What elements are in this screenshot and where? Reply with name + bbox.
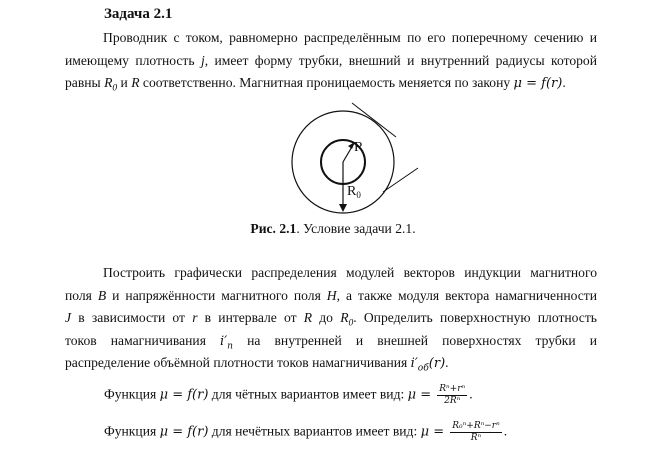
- statement-text: , имеет форму трубки, внешний и внутренний радиусы которой: [204, 52, 597, 68]
- outer-radius-label-letter: R: [347, 184, 357, 199]
- statement-text: .: [562, 75, 566, 90]
- fraction-denominator: Rⁿ: [470, 433, 482, 443]
- outer-tangent-line-lower: [383, 168, 418, 192]
- task-line-3: [65, 307, 597, 330]
- surface-current-subscript: п: [227, 341, 234, 352]
- statement-line-3: [65, 72, 597, 95]
- task-text: , а также модуля вектора намагниченности: [336, 287, 598, 303]
- task-text: .: [445, 355, 449, 370]
- statement-line-1: [65, 27, 597, 50]
- volume-current-subscript: об: [417, 363, 429, 374]
- statement-text: соответственно. Магнитная проницаемость меняется по закону: [139, 75, 514, 90]
- caption-text: . Условие задачи 2.1.: [296, 221, 416, 236]
- formula-text: для чётных вариантов имеет вид:: [208, 386, 408, 402]
- formula-fraction: [450, 421, 502, 444]
- problem-statement-paragraph: [65, 27, 597, 95]
- current-density-symbol: j: [200, 52, 205, 68]
- outer-radius-symbol: [104, 75, 118, 94]
- formula-even-variants: [104, 384, 473, 407]
- task-line-1-text: Построить графически распределения модулей векторов индукции магнитного: [103, 265, 597, 280]
- statement-text: равны: [65, 75, 105, 90]
- permeability-law: μ = f(r): [159, 424, 209, 440]
- task-text: распределение объёмной плотности токов намагничивания: [65, 355, 411, 370]
- surface-current-symbol: [220, 333, 234, 352]
- task-line-2: [65, 285, 597, 308]
- volume-current-letter: i′: [410, 356, 418, 371]
- inner-radius-symbol: R: [131, 75, 140, 90]
- outer-radius-label: [347, 184, 361, 200]
- statement-line-2: [65, 50, 597, 73]
- outer-radius-arrowhead: [339, 204, 347, 212]
- formula-text: для нечётных вариантов имеет вид:: [208, 423, 421, 439]
- formula-text: Функция: [104, 386, 160, 402]
- volume-current-argument: (r): [428, 356, 446, 371]
- task-paragraph: [65, 262, 597, 375]
- formula-odd-variants: [104, 421, 507, 444]
- formula-text: .: [469, 386, 473, 402]
- statement-text: имеющему плотность: [65, 52, 201, 68]
- task-text: поля: [65, 287, 98, 303]
- outer-radius-subscript: 0: [348, 318, 354, 329]
- permeability-law: μ = f(r): [159, 387, 209, 403]
- inner-radius-label: R: [354, 140, 364, 155]
- task-text: и напряжённости магнитного поля: [106, 287, 327, 303]
- formula-text: Функция: [104, 423, 160, 439]
- task-line-1: [65, 262, 597, 285]
- induction-symbol: B: [97, 287, 107, 303]
- formula-text: .: [503, 423, 508, 439]
- problem-heading: Задача 2.1: [104, 6, 173, 22]
- task-text: до: [312, 310, 341, 325]
- field-strength-symbol: H: [326, 287, 337, 303]
- outer-radius-letter: R: [340, 310, 349, 325]
- formula-lhs: μ =: [420, 424, 449, 440]
- outer-radius-letter: R: [104, 75, 113, 90]
- fraction-numerator: Rⁿ+rⁿ: [439, 384, 466, 394]
- permeability-law: μ = f(r): [513, 76, 563, 91]
- radius-variable-symbol: r: [192, 310, 198, 325]
- tube-cross-section-figure: [278, 100, 428, 218]
- task-text: в интервале от: [197, 310, 304, 325]
- figure-caption: [0, 220, 666, 238]
- task-text: на внутренней и внешней поверхностях трубки и: [233, 332, 598, 348]
- fraction-numerator: R₀ⁿ+Rⁿ−rⁿ: [452, 421, 500, 431]
- statement-line-1-text: Проводник с током, равномерно распределённым по его поперечному сечению и: [103, 30, 597, 45]
- outer-radius-symbol: [340, 310, 354, 329]
- task-text: . Определить поверхностную плотность: [353, 310, 597, 325]
- magnetization-symbol: J: [65, 310, 72, 325]
- fraction-denominator: 2Rⁿ: [444, 396, 461, 406]
- task-text: токов намагничивания: [65, 332, 221, 348]
- inner-radius-symbol: R: [303, 310, 313, 325]
- outer-tangent-line-upper: [352, 103, 396, 137]
- task-line-5: [65, 352, 597, 375]
- formula-fraction: [437, 384, 467, 407]
- formula-lhs: μ =: [407, 387, 436, 403]
- task-line-4: [65, 330, 597, 353]
- surface-current-letter: i′: [220, 333, 228, 349]
- outer-radius-label-subscript: 0: [356, 190, 361, 200]
- caption-figure-number: Рис. 2.1: [250, 221, 297, 236]
- volume-current-symbol: [410, 355, 449, 374]
- statement-text: и: [117, 75, 132, 90]
- task-text: в зависимости от: [71, 310, 193, 325]
- outer-radius-subscript: 0: [112, 83, 118, 94]
